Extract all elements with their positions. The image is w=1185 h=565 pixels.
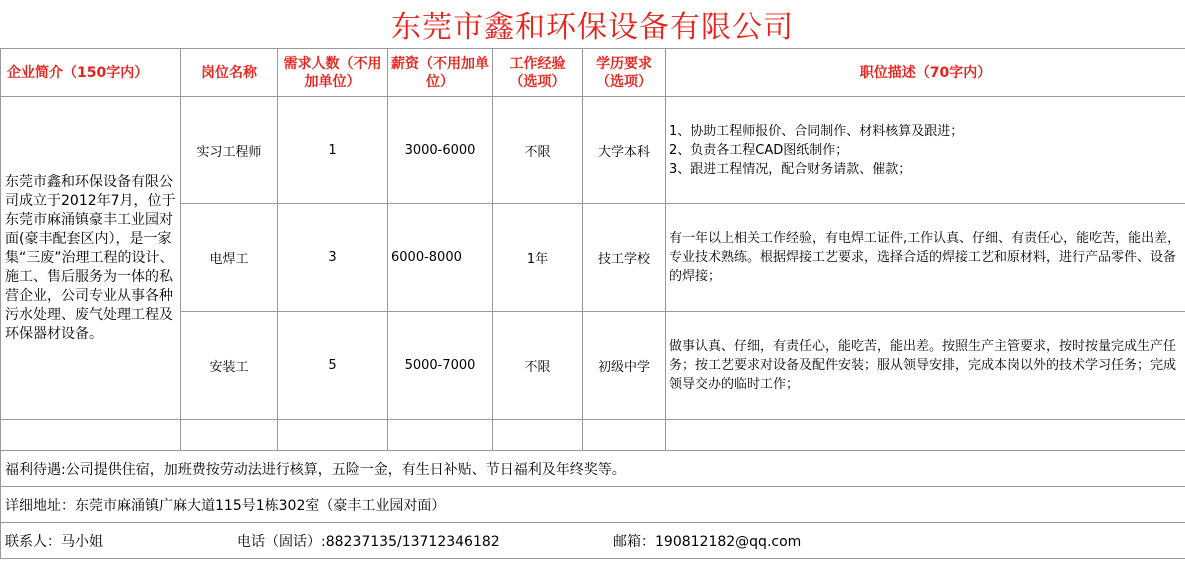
job-experience: 1年 xyxy=(493,204,583,312)
job-position: 安装工 xyxy=(181,312,278,420)
job-experience: 不限 xyxy=(493,312,583,420)
job-experience: 不限 xyxy=(493,97,583,204)
header-experience: 工作经验（选项） xyxy=(493,49,583,97)
job-salary: 6000-8000 xyxy=(388,204,493,312)
address-row xyxy=(1,487,1185,523)
job-position: 实习工程师 xyxy=(181,97,278,204)
job-position: 电焊工 xyxy=(181,204,278,312)
job-salary: 3000-6000 xyxy=(388,97,493,204)
contact-person: 联系人：马小姐 xyxy=(5,533,103,550)
job-salary: 5000-7000 xyxy=(388,312,493,420)
empty-cell xyxy=(181,420,278,451)
contact-row xyxy=(1,523,1185,559)
header-row xyxy=(1,49,1185,97)
table-row xyxy=(1,97,1185,204)
contact-email: 邮箱：190812182@qq.com xyxy=(613,533,802,550)
job-education: 技工学校 xyxy=(583,204,666,312)
header-description: 职位描述（70字内） xyxy=(666,49,1185,97)
job-education: 初级中学 xyxy=(583,312,666,420)
page-title: 东莞市鑫和环保设备有限公司 xyxy=(391,10,794,45)
header-count: 需求人数（不用加单位） xyxy=(278,49,388,97)
job-description: 做事认真、仔细，有责任心，能吃苦，能出差。按照生产主管要求，按时按量完成生产任务；按工艺要求对设备及配件安装；服从领导安排，完成本岗以外的技术学习任务；完成领导交办的临时工作； xyxy=(666,312,1185,420)
job-count: 5 xyxy=(278,312,388,420)
header-intro: 企业简介（150字内） xyxy=(1,49,181,97)
contact-cell xyxy=(1,523,1185,559)
welfare-row xyxy=(1,451,1185,487)
job-count: 3 xyxy=(278,204,388,312)
contact-phone: 电话（固话）:88237135/13712346182 xyxy=(237,533,500,550)
empty-cell xyxy=(278,420,388,451)
job-table xyxy=(0,48,1185,559)
header-salary: 薪资（不用加单位） xyxy=(388,49,493,97)
job-count: 1 xyxy=(278,97,388,204)
empty-row xyxy=(1,420,1185,451)
header-position: 岗位名称 xyxy=(181,49,278,97)
empty-cell xyxy=(388,420,493,451)
header-education: 学历要求（选项） xyxy=(583,49,666,97)
job-description: 1、协助工程师报价、合同制作、材料核算及跟进； 2、负责各工程CAD图纸制作； 3、跟进工程情况，配合财务请款、催款； xyxy=(666,97,1185,204)
company-intro: 东莞市鑫和环保设备有限公司成立于2012年7月，位于东莞市麻涌镇豪丰工业园对面(豪丰配套区内），是一家集“三废”治理工程的设计、施工、售后服务为一体的私营企业，公司专业从事各种污水处理、废气处理工程及环保器材设备。 xyxy=(1,97,181,420)
job-description: 有一年以上相关工作经验，有电焊工证件,工作认真、仔细、有责任心，能吃苦，能出差，专业技术熟练。根据焊接工艺要求，选择合适的焊接工艺和原材料，进行产品零件、设备的焊接； xyxy=(666,204,1185,312)
job-education: 大学本科 xyxy=(583,97,666,204)
address-text: 详细地址：东莞市麻涌镇广麻大道115号1栋302室（豪丰工业园对面） xyxy=(1,487,1185,523)
empty-cell xyxy=(1,420,181,451)
empty-cell xyxy=(666,420,1185,451)
empty-cell xyxy=(493,420,583,451)
welfare-text: 福利待遇:公司提供住宿，加班费按劳动法进行核算，五险一金，有生日补贴、节日福利及年终奖等。 xyxy=(1,451,1185,487)
empty-cell xyxy=(583,420,666,451)
